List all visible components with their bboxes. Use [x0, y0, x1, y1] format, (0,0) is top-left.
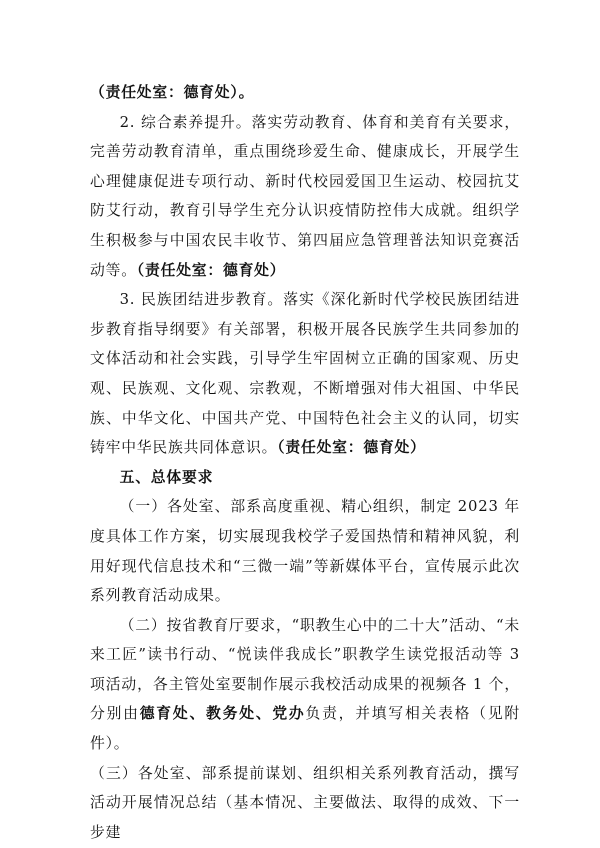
responsibility-note-1: （责任处室：德育处）。	[90, 84, 255, 101]
dept-academic-affairs: 教务处	[206, 705, 256, 723]
dept-party-office: 党办	[272, 705, 306, 723]
requirement-2	[90, 611, 520, 759]
responsibility-note-3: （责任处室：德育处）	[277, 439, 426, 457]
paragraph-ethnic-unity	[90, 285, 520, 463]
requirement-3: （三）各处室、部系提前谋划、组织相关系列教育活动，撰写活动开展情况总结（基本情况、主要做法、取得的成效、下一步建	[90, 764, 520, 841]
separator: 、	[255, 705, 273, 723]
paragraph-text: 3. 民族团结进步教育。落实《深化新时代学校民族团结进步教育指导纲要》有关部署，积极开展各民族学生共同参加的文体活动和社会实践，引导学生牢固树立正确的国家观、历史观、民族观、文化观、宗教观，不断增强对伟大祖国、中华民族、中华文化、中国共产党、中国特色社会主义的认同，切实铸牢中华民族共同体意识。	[90, 291, 520, 457]
requirement-2-text: （二）按省教育厅要求，“职教生心中的二十大”活动、“未来工匠”读书行动、“悦读伴我成长”职教学生读党报活动等 3 项活动，各主管处室要制作展示我校活动成果的视频各 1 个，分别由	[90, 616, 520, 723]
requirement-1: （一）各处室、部系高度重视、精心组织，制定 2023 年度具体工作方案，切实展现我校学子爱国热情和精神风貌，利用好现代信息技术和“三微一端”等新媒体平台，宣传展示此次系列教育活动成果。	[90, 498, 520, 605]
dept-moral-education: 德育处	[139, 705, 190, 723]
paragraph-comprehensive-quality	[90, 108, 520, 286]
requirement-2-text-end: 负责，并填写相关表格（见附件）。	[90, 705, 520, 753]
document-body	[90, 78, 520, 847]
section-heading-general-requirements: 五、总体要求	[119, 468, 214, 486]
separator: 、	[189, 705, 207, 723]
paragraph-text: 2. 综合素养提升。落实劳动教育、体育和美育有关要求，完善劳动教育清单，重点围绕珍爱生命、健康成长，开展学生心理健康促进专项行动、新时代校园爱国卫生运动、校园抗艾防艾行动，教育引导学生充分认识疫情防控伟大成就。组织学生积极参与中国农民丰收节、第四届应急管理普法知识竞赛活动等。	[90, 113, 520, 279]
responsibility-note-2: （责任处室：德育处）	[136, 261, 286, 279]
